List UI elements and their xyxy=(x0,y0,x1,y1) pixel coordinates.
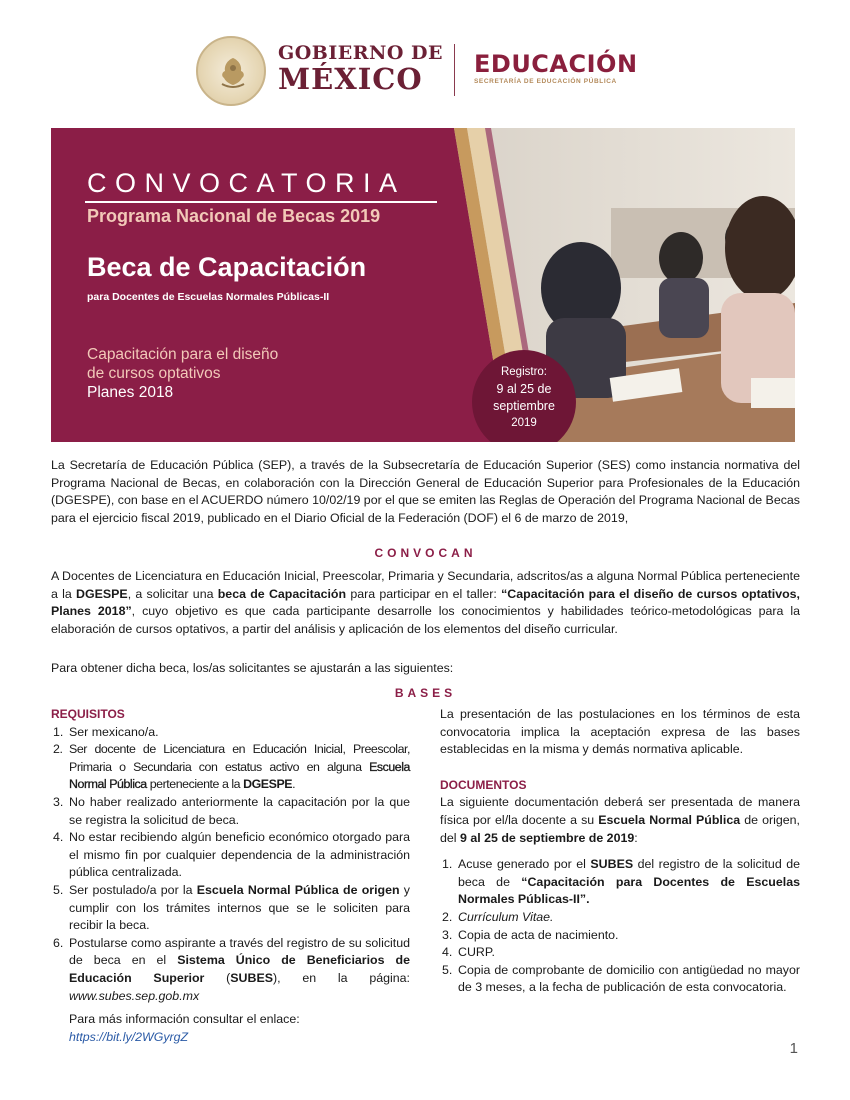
item-text: del registro de la solicitud de beca de xyxy=(458,857,801,889)
doc-intro-text: : xyxy=(634,830,638,845)
banner-course-line1: Capacitación para el diseño xyxy=(87,346,279,363)
banner-subtitle: para Docentes de Escuelas Normales Públicas-II xyxy=(87,291,330,303)
item-bold: SUBES xyxy=(590,857,634,872)
item-text: Ser docente de Licenciatura en Educación Inicial, Preescolar, Primaria o Secundaria con estatus activo en alguna xyxy=(69,742,410,774)
item-text: Ser mexicano/a. xyxy=(69,724,159,739)
header-logos xyxy=(196,36,656,106)
convocan-text3: para participar en el taller: xyxy=(346,586,502,601)
item-number: 5. xyxy=(442,962,453,977)
convocan-text1: A Docentes de Licenciatura en Educación Inicial, Preescolar, Primaria y Secundaria, adscritos/as a alguna Normal Pública perteneciente a la xyxy=(51,569,800,601)
mexico-seal-icon xyxy=(196,36,266,106)
dept-subtitle: SECRETARÍA DE EDUCACIÓN PÚBLICA xyxy=(474,78,617,85)
requisitos-heading: REQUISITOS xyxy=(51,707,125,721)
item-text: Postularse como aspirante a través del registro de su solicitud de beca en el xyxy=(69,935,410,968)
item-text: No haber realizado anteriormente la capacitación por la que se registra la solicitud de beca. xyxy=(69,794,410,827)
item-bold: Escuela Normal Pública de origen xyxy=(196,882,400,897)
requisito-item-1 xyxy=(51,724,410,742)
item-text: No estar recibiendo algún beneficio económico otorgado para el mismo fin por cualquier dependencia de la administración pública centralizada. xyxy=(69,830,410,880)
item-text: . xyxy=(292,777,296,792)
convocan-text4: , cuyo objetivo es que cada participante desarrolle los conocimientos y habilidades teórico-metodológicas para la elaboración de cursos optativos, a partir del análisis y aplicación de los elementos del diseño curricular. xyxy=(51,604,801,636)
documento-item-5 xyxy=(440,962,800,997)
banner-underline xyxy=(85,201,437,203)
item-bold: “Capacitación para Docentes de Escuelas Normales Públicas-II”. xyxy=(458,874,800,907)
presentacion-paragraph: La presentación de las postulaciones en los términos de esta convocatoria implica la aceptación expresa de las bases establecidas en la misma y demás normativa aplicable. xyxy=(440,707,800,757)
item-bold: Sistema Único de Beneficiarios de Educación Superior xyxy=(69,953,410,985)
item-number: 4. xyxy=(53,830,64,845)
requisitos-list xyxy=(51,724,410,1006)
banner-convocatoria: CONVOCATORIA xyxy=(87,168,406,198)
banner-course xyxy=(87,345,278,383)
requisito-item-2 xyxy=(51,741,410,794)
documentos-heading: DOCUMENTOS xyxy=(440,777,527,792)
more-info xyxy=(51,1011,410,1046)
documento-item-1 xyxy=(440,856,800,909)
banner-program: Programa Nacional de Becas 2019 xyxy=(87,206,381,226)
registro-year: 2019 xyxy=(511,417,537,429)
convocan-text2: , a solicitar una xyxy=(127,586,218,601)
item-text: y cumplir con los trámites internos que se le soliciten para recibir la beca. xyxy=(69,882,410,933)
subes-url[interactable]: www.subes.sep.gob.mx xyxy=(69,988,200,1003)
doc-intro-text: La siguiente documentación deberá ser presentada de manera física por el/la docente a su xyxy=(440,795,800,827)
banner-course-line2: de cursos optativos xyxy=(87,365,221,382)
registro-dates1: 9 al 25 de xyxy=(496,382,552,396)
more-info-link[interactable]: https://bit.ly/2WGyrgZ xyxy=(69,1029,189,1044)
banner-title: Beca de Capacitación xyxy=(87,252,367,282)
item-number: 4. xyxy=(442,945,453,960)
gov-line2: MÉXICO xyxy=(278,62,423,96)
item-text: Acuse generado por el xyxy=(458,857,591,872)
item-text: ), en la página: xyxy=(273,970,410,985)
documentos-list xyxy=(440,856,800,997)
item-bold: SUBES xyxy=(230,970,273,985)
item-number: 1. xyxy=(53,724,64,739)
documento-item-4 xyxy=(440,944,800,962)
item-number: 3. xyxy=(442,927,453,942)
more-info-text: Para más información consultar el enlace: xyxy=(69,1012,300,1027)
intro-paragraph: La Secretaría de Educación Pública (SEP), a través de la Subsecretaría de Educación Superior (SES) como instancia normativa del Programa Nacional de Becas, en colaboración con la Dirección General de Educación Superior para Profesionales de la Educación (DGESPE), con base en el ACUERDO número 10/02/19 por el que se emiten las Reglas de Operación del Programa Nacional de Becas para el ejercicio fiscal 2019, publicado en el Diario Oficial de la Federación (DOF) el 6 de marzo de 2019, xyxy=(51,458,800,525)
registro-badge xyxy=(472,350,576,442)
bases-heading: BASES xyxy=(394,686,457,700)
eagle-icon xyxy=(216,54,250,90)
obtener-paragraph: Para obtener dicha beca, los/as solicitantes se ajustarán a las siguientes: xyxy=(51,661,454,675)
page-number: 1 xyxy=(789,1040,798,1057)
item-number: 2. xyxy=(442,909,453,924)
convocan-heading: CONVOCAN xyxy=(374,546,477,560)
convocan-paragraph xyxy=(51,568,800,638)
item-text: perteneciente a la xyxy=(146,777,244,792)
documento-item-3 xyxy=(440,927,800,945)
gov-line1: GOBIERNO DE xyxy=(278,42,443,64)
requisito-item-5 xyxy=(51,882,410,935)
item-text: Copia de acta de nacimiento. xyxy=(458,927,619,942)
item-bold: DGESPE xyxy=(243,777,293,792)
doc-intro-text: de origen, del xyxy=(440,812,800,845)
item-text: CURP. xyxy=(458,945,495,960)
registro-dates2: septiembre xyxy=(493,399,555,413)
requisitos-section xyxy=(51,706,410,1046)
documento-item-2 xyxy=(440,909,800,927)
doc-intro-bold: 9 al 25 de septiembre de 2019 xyxy=(459,830,635,845)
doc-intro-bold: Escuela Normal Pública xyxy=(598,812,741,827)
registro-label: Registro: xyxy=(500,366,548,378)
item-number: 1. xyxy=(442,857,453,872)
gobierno-logo-text xyxy=(278,42,443,94)
item-bold: Escuela Normal Pública xyxy=(69,759,410,792)
convocan-bold3: “Capacitación para el diseño de cursos optativos, Planes 2018” xyxy=(51,586,800,619)
requisito-item-6 xyxy=(51,935,410,1005)
item-number: 6. xyxy=(53,935,64,950)
banner-plan: Planes 2018 xyxy=(87,384,174,401)
logo-divider xyxy=(454,44,455,96)
item-text: Ser postulado/a por la xyxy=(69,882,197,897)
banner xyxy=(51,128,795,442)
item-number: 2. xyxy=(53,742,63,757)
item-number: 3. xyxy=(53,794,64,809)
item-text: ( xyxy=(204,970,231,985)
educacion-logo-text xyxy=(474,50,638,85)
item-text: Currículum Vitae. xyxy=(458,909,554,924)
item-number: 5. xyxy=(53,882,64,897)
convocan-bold1: DGESPE xyxy=(76,586,128,601)
requisito-item-4 xyxy=(51,829,410,882)
documentos-intro xyxy=(440,794,800,847)
right-column xyxy=(440,706,800,997)
dept-title: EDUCACIÓN xyxy=(474,50,638,78)
item-text: Copia de comprobante de domicilio con antigüedad no mayor de 3 meses, a la fecha de publicación de esta convocatoria. xyxy=(458,962,800,995)
convocan-bold2: beca de Capacitación xyxy=(217,586,347,601)
requisito-item-3 xyxy=(51,794,410,829)
